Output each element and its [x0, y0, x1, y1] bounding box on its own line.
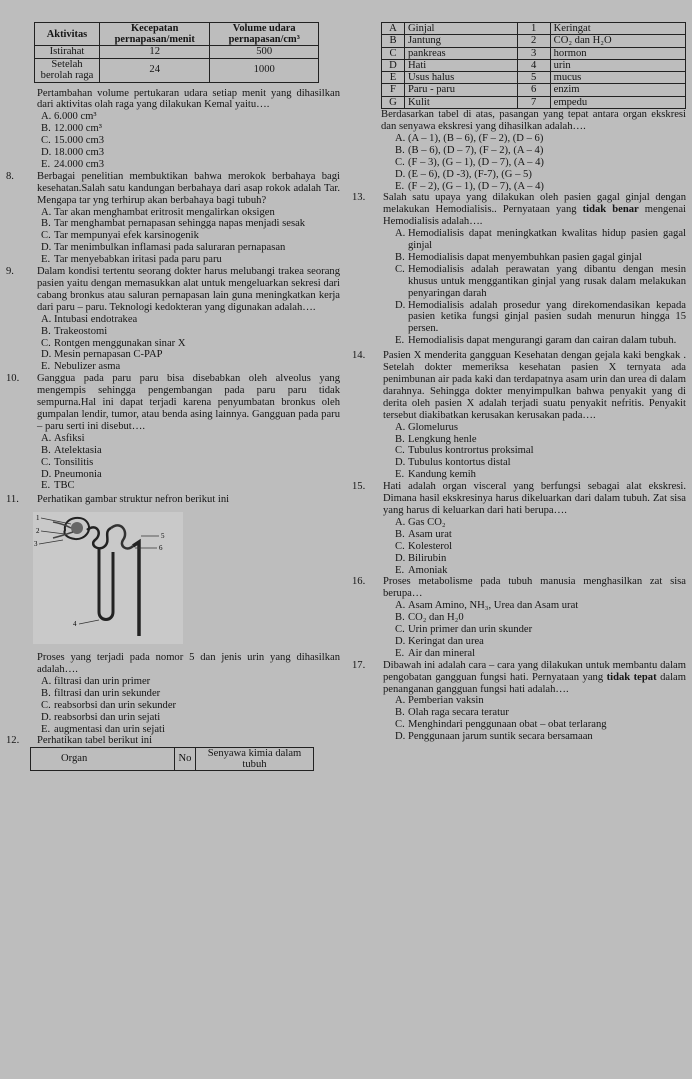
table-header: Volume udara pernapasan/cm³	[210, 23, 319, 46]
option[interactable]: A. Glomelurus	[395, 421, 459, 433]
option[interactable]: B. (B – 6), (D – 7), (F – 2), (A – 4)	[395, 144, 544, 156]
table-cell: Setelah berolah raga	[35, 58, 100, 82]
nephron-diagram	[33, 512, 183, 644]
table-row: F Paru - paru 6 enzim	[382, 84, 686, 96]
option[interactable]: E. Air dan mineral	[395, 647, 476, 659]
q11-options	[6, 676, 340, 736]
option[interactable]: E. Kandung kemih	[395, 469, 476, 481]
option[interactable]: C. Tar mempunyai efek karsinogenik	[41, 230, 199, 242]
option[interactable]: D. Mesin pernapasan C-PAP	[41, 349, 163, 361]
q12-options	[352, 133, 686, 193]
table-header: Senyawa kimia dalam tubuh	[196, 748, 314, 771]
option[interactable]: E. Nebulizer asma	[41, 361, 121, 373]
table-cell: 24	[100, 58, 210, 82]
q14-stem: 14. Pasien X menderita gangguan Kesehatan dengan gejala kaki bengkak . Setelah dokter memeriksa kesehatan pasien X ternyata ada penimbunan air pada kaki dan terdapatnya asam urin dan urea di dalam darahnya. Sehingga dokter menyimpulkan bahwa penyakit yang di derita oleh pasien X adalah terjadi suatu penyakit nefritis. Penyakit tersebut diakibatkan kerusakan kerusakan pada….	[352, 350, 686, 421]
option[interactable]: B. Tar menghambat pernapasan sehingga napas menjadi sesak	[41, 218, 306, 230]
q15-options	[352, 517, 686, 577]
organ-table-header	[30, 747, 314, 771]
option[interactable]: A. Asfiksi	[41, 432, 85, 444]
nephron-label: 4	[73, 620, 77, 629]
nephron-label: 2	[36, 527, 40, 536]
q7-options	[6, 111, 340, 171]
option[interactable]: B. filtrasi dan urin sekunder	[41, 687, 161, 699]
table-cell: 1000	[210, 58, 319, 82]
q16-stem: 16. Proses metabolisme pada tubuh manusia menghasilkan zat sisa berupa…	[352, 576, 686, 600]
organ-table	[381, 22, 686, 109]
nephron-label: 3	[34, 540, 38, 549]
table-row: A Ginjal 1 Keringat	[382, 23, 686, 35]
option[interactable]: E. augmentasi dan urin sejati	[41, 723, 165, 735]
table-cell: 500	[210, 46, 319, 59]
option[interactable]: C. Menghindari penggunaan obat – obat terlarang	[395, 719, 607, 731]
option[interactable]: A. Asam Amino, NH₃, Urea dan Asam urat	[395, 600, 579, 612]
table-header: No	[175, 748, 196, 771]
option[interactable]: B. Asam urat	[395, 528, 452, 540]
option[interactable]: E. 24.000 cm3	[41, 158, 105, 170]
option[interactable]: B. Trakeostomi	[41, 325, 108, 337]
option[interactable]: C. Tubulus kontrortus proksimal	[395, 445, 534, 457]
q8-stem: 8. Berbagai penelitian membuktikan bahwa merokok berbahaya bagi kesehatan.Salah satu kandungan berbahaya dari asap rokok adalah Tar. Mengapa tar yng terhirup akan berbahaya bagi tubuh?	[6, 170, 340, 206]
nephron-label: 1	[36, 514, 40, 523]
option[interactable]: A. Intubasi endotrakea	[41, 313, 138, 325]
option[interactable]: A. 6.000 cm³	[41, 111, 97, 123]
option[interactable]: D. Penggunaan jarum suntik secara bersamaan	[395, 731, 593, 743]
option[interactable]: A. filtrasi dan urin primer	[41, 675, 151, 687]
table-row: G Kulit 7 empedu	[382, 96, 686, 108]
q10-stem: 10. Ganggua pada paru paru bisa disebabkan oleh alveolus yang mengempis sehingga pengembangan pada paru paru tidak sempurna.Hal ini dapat terjadi karena penyumbatan bronkus oleh gumpalan lendir, tumor, atau benda asing lainnya. Gangguan pada paru – paru serti ini disebut….	[6, 373, 340, 432]
table-header: Kecepatan pernapasan/menit	[100, 23, 210, 46]
table-row: E Usus halus 5 mucus	[382, 72, 686, 84]
q13-options	[352, 228, 686, 347]
option[interactable]: C. (F – 3), (G – 1), (D – 7), (A – 4)	[395, 156, 544, 168]
option[interactable]: A. Tar akan menghambat eritrosit mengalirkan oksigen	[41, 206, 275, 218]
option[interactable]: A. Pemberian vaksin	[395, 695, 484, 707]
q11-question: Proses yang terjadi pada nomor 5 dan jenis urin yang dihasilkan adalah….	[37, 652, 340, 676]
q12-stem: 12. Perhatikan tabel berikut ini	[6, 735, 153, 747]
option[interactable]: C. reabsorbsi dan urin sekunder	[41, 699, 177, 711]
option[interactable]: C. Urin primer dan urin skunder	[395, 624, 533, 636]
option[interactable]: B. 12.000 cm³	[41, 123, 102, 135]
table-cell: 12	[100, 46, 210, 59]
option[interactable]: B. Olah raga secara teratur	[395, 707, 509, 719]
table-row: D Hati 4 urin	[382, 59, 686, 71]
table-row: C pankreas 3 hormon	[382, 47, 686, 59]
option[interactable]: E. TBC	[41, 480, 75, 492]
table-row: B Jantung 2 CO₂ dan H₂O	[382, 35, 686, 47]
option[interactable]: C. Tonsilitis	[41, 456, 94, 468]
option[interactable]: B. Lengkung henle	[395, 433, 477, 445]
option[interactable]: A. Hemodialisis dapat meningkatkan kwalitas hidup pasien gagal ginjal	[395, 228, 686, 252]
option[interactable]: C. Hemodialisis adalah perawatan yang dibantu dengan mesin khusus untuk menggantikan ginjal yang rusak dalam melakukan penyaringan darah	[395, 263, 686, 299]
option[interactable]: E. Hemodialisis dapat mengurangi garam dan cairan dalam tubuh.	[395, 335, 677, 347]
option[interactable]: C. 15.000 cm3	[41, 135, 105, 147]
option[interactable]: D. Bilirubin	[395, 552, 447, 564]
q9-options	[6, 314, 340, 374]
q17-options	[352, 695, 686, 743]
table-header: Aktivitas	[35, 23, 100, 46]
option[interactable]: D. Tubulus kontortus distal	[395, 457, 511, 469]
option[interactable]: D. Hemodialisis adalah prosedur yang direkomendasikan kepada pasien ketika fungsi ginjal pasien sudah menurun hingga 15 persen.	[395, 299, 686, 335]
option[interactable]: D. Tar menimbulkan inflamasi pada saluraran pernapasan	[41, 242, 286, 254]
option[interactable]: D. Keringat dan urea	[395, 635, 484, 647]
q9-stem: 9. Dalam kondisi tertentu seorang dokter harus melubangi trakea seorang pasien yaitu dengan memasukkan alat untuk mengeluarkan sekresi dari cabang bronkus atau saluran pernapasan lain guna meningkatkan kerja dari paru – paru. Teknologi kedokteran yang digunakan adalah….	[6, 266, 340, 313]
option[interactable]: A. (A – 1), (B – 6), (F – 2), (D – 6)	[395, 132, 544, 144]
option[interactable]: D. (E – 6), (D -3), (F-7), (G – 5)	[395, 168, 532, 180]
option[interactable]: B. CO₂ dan H₂0	[395, 612, 464, 624]
table-header: Organ	[31, 748, 175, 771]
q15-stem: 15. Hati adalah organ visceral yang berfungsi sebagai alat ekskresi. Dimana hasil ekskresinya harus dikeluarkan dari dalam tubuh. Zat sisa yang harus di keluarkan dari hati berupa….	[352, 481, 686, 516]
nephron-label: 5	[161, 532, 165, 541]
q16-options	[352, 600, 686, 660]
option[interactable]: D. Pneumonia	[41, 468, 102, 480]
q13-stem: 13. Salah satu upaya yang dilakukan oleh pasien gagal ginjal dengan melakukan Hemodialisis.. Pernyataan yang tidak benar mengenai Hemodialisis adalah….	[352, 192, 686, 228]
table-cell: Istirahat	[35, 46, 100, 59]
option[interactable]: C. Rontgen menggunakan sinar X	[41, 337, 186, 349]
q7-stem: Pertambahan volume pertukaran udara setiap menit yang dihasilkan dari aktivitas olah raga yang dilakukan Kemal yaitu….	[37, 87, 340, 111]
q8-options	[6, 207, 340, 267]
option[interactable]: D. 18.000 cm3	[41, 147, 105, 159]
option[interactable]: E. Amoniak	[395, 564, 448, 576]
option[interactable]: E. Tar menyebabkan iritasi pada paru paru	[41, 254, 222, 266]
q10-options	[6, 433, 340, 493]
option[interactable]: B. Hemodialisis dapat menyembuhkan pasien gagal ginjal	[395, 251, 642, 263]
q14-options	[352, 422, 686, 482]
option[interactable]: D. reabsorbsi dan urin sejati	[41, 711, 161, 723]
option[interactable]: C. Kolesterol	[395, 540, 453, 552]
q17-stem: 17. Dibawah ini adalah cara – cara yang dilakukan untuk membantu dalam pengobatan gangguan fungsi hati. Pernyataan yang tidak tepat dalam penanganan gangguan fungsi hati adalah….	[352, 659, 686, 695]
nephron-label: 6	[159, 544, 163, 553]
option[interactable]: E. (F – 2), (G – 1), (D – 7), (A – 4)	[395, 180, 544, 192]
option[interactable]: B. Atelektasia	[41, 444, 102, 456]
respiration-table	[34, 22, 319, 83]
q12-question: Berdasarkan tabel di atas, pasangan yang tepat antara organ ekskresi dan senyawa ekskresi yang dihasilkan adalah….	[381, 109, 686, 132]
q11-stem: 11. Perhatikan gambar struktur nefron berikut ini	[6, 494, 230, 506]
option[interactable]: A. Gas CO₂	[395, 516, 446, 528]
left-column	[6, 22, 340, 771]
right-column	[352, 22, 686, 743]
